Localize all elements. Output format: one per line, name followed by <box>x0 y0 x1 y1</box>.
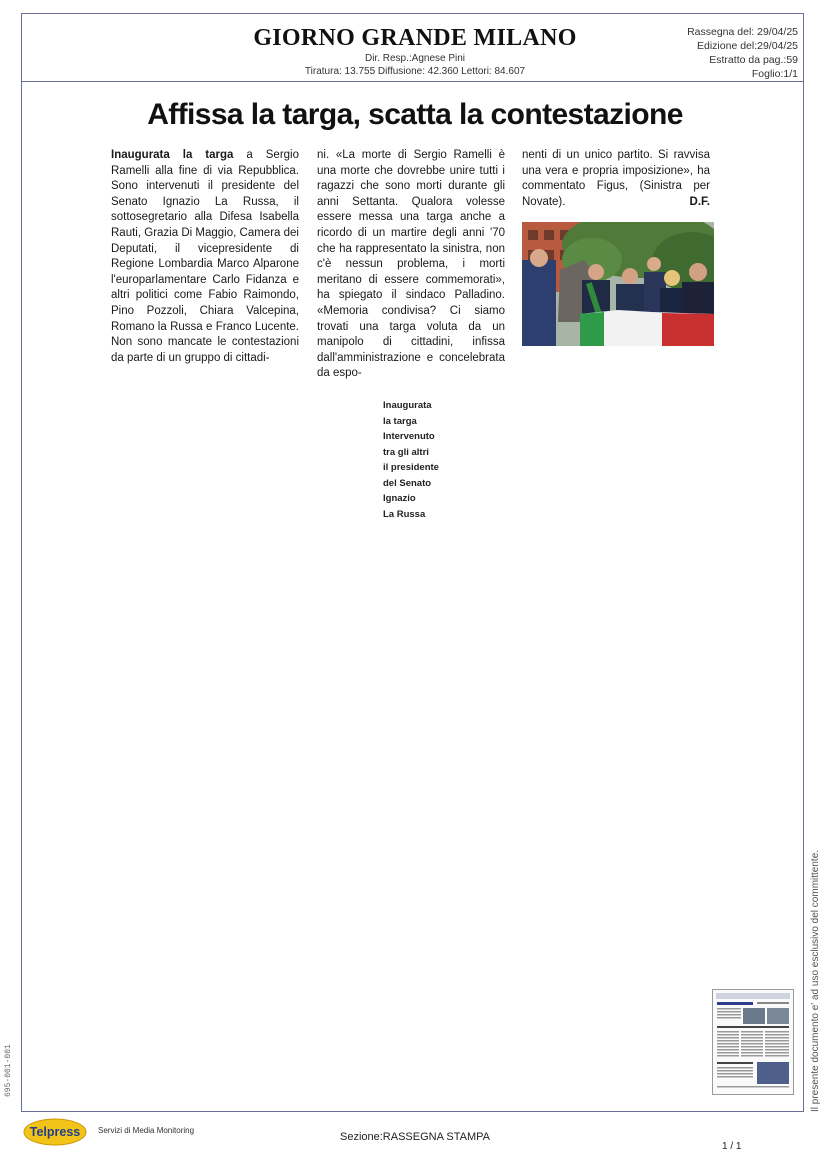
page-counter: 1 / 1 <box>722 1141 742 1152</box>
article-headline: Affissa la targa, scatta la contestazione <box>147 98 683 131</box>
document-code: 695-001-001 <box>4 1044 13 1097</box>
article-column-1 <box>111 148 299 366</box>
author-signature: D.F. <box>689 195 710 208</box>
section-label: Sezione:RASSEGNA STAMPA <box>340 1131 490 1143</box>
article-column-2 <box>317 148 505 382</box>
article-photo <box>522 222 714 346</box>
newspaper-title: GIORNO GRANDE MILANO <box>253 25 577 51</box>
circulation-line: Tiratura: 13.755 Diffusione: 42.360 Lettori: 84.607 <box>304 66 526 77</box>
caption-line: del Senato <box>383 477 432 489</box>
caption-line: Ignazio <box>383 493 416 504</box>
thumbnail-preview <box>713 990 793 1094</box>
caption-line: La Russa <box>383 508 426 520</box>
masthead <box>220 24 610 78</box>
usage-disclaimer: Il presente documento e' ad uso esclusivo del committente. <box>810 849 821 1112</box>
telpress-logo <box>22 1117 88 1147</box>
edition-date: Edizione del:29/04/25 <box>697 40 798 52</box>
edition-meta <box>687 25 798 81</box>
review-date: Rassegna del: 29/04/25 <box>687 26 798 38</box>
caption-line: tra gli altri <box>383 446 429 458</box>
caption-line: il presidente <box>383 462 439 473</box>
caption-line: Inaugurata <box>383 400 432 411</box>
column-3-text: nenti di un unico partito. Si ravvisa una vera e propria imposizione», ha commentato Figus, (Sinistra per Novate). <box>522 149 710 208</box>
director-line: Dir. Resp.:Agnese Pini <box>364 53 466 64</box>
excerpt-page: Estratto da pag.:59 <box>709 54 798 66</box>
caption-line: la targa <box>383 415 417 427</box>
article-column-3 <box>522 148 710 210</box>
header-divider <box>21 81 804 82</box>
caption-line: Intervenuto <box>383 431 435 442</box>
photo-caption <box>383 398 445 522</box>
logo-text: Telpress <box>29 1125 81 1139</box>
service-label: Servizi di Media Monitoring <box>98 1126 195 1135</box>
column-1-text: a Sergio Ramelli alla fine di via Repubblica. Sono intervenuti il presidente del Senato Ignazio La Russa, il sottosegretario alla Difesa Isabella Rauti, Grazia Di Maggio, Camera dei Deputati, il vicepresidente di Regione Lombardia Marco Alparone l'europarlamentare Carlo Fidanza e altri politici come Fabio Raimondo, Pino Pozzoli, Chiara Valcepina, Romano la Russa e Franco Lucente. Non sono mancate le contestazioni da parte di un gruppo di cittadi- <box>111 149 300 364</box>
page-thumbnail[interactable] <box>712 989 794 1095</box>
column-2-text: ni. «La morte di Sergio Ramelli è una morte che dovrebbe unire tutti i ragazzi che sono morti durante gli anni Settanta. Qualora volesse essere messa una targa anche a ricordo di un martire degli anni '70 che ha rappresentato la sinistra, non c'è nessun problema, i morti meritano di essere commemorati», ha spiegato il sindaco Palladino. «Memoria condivisa? Ci siamo trovati una targa voluta da un manipolo di cittadini, infissa dall'amministrazione e concelebrata da espo- <box>317 149 505 380</box>
sheet-number: Foglio:1/1 <box>751 68 798 80</box>
lead-phrase: Inaugurata la targa <box>111 149 234 161</box>
photo-illustration <box>522 222 714 346</box>
